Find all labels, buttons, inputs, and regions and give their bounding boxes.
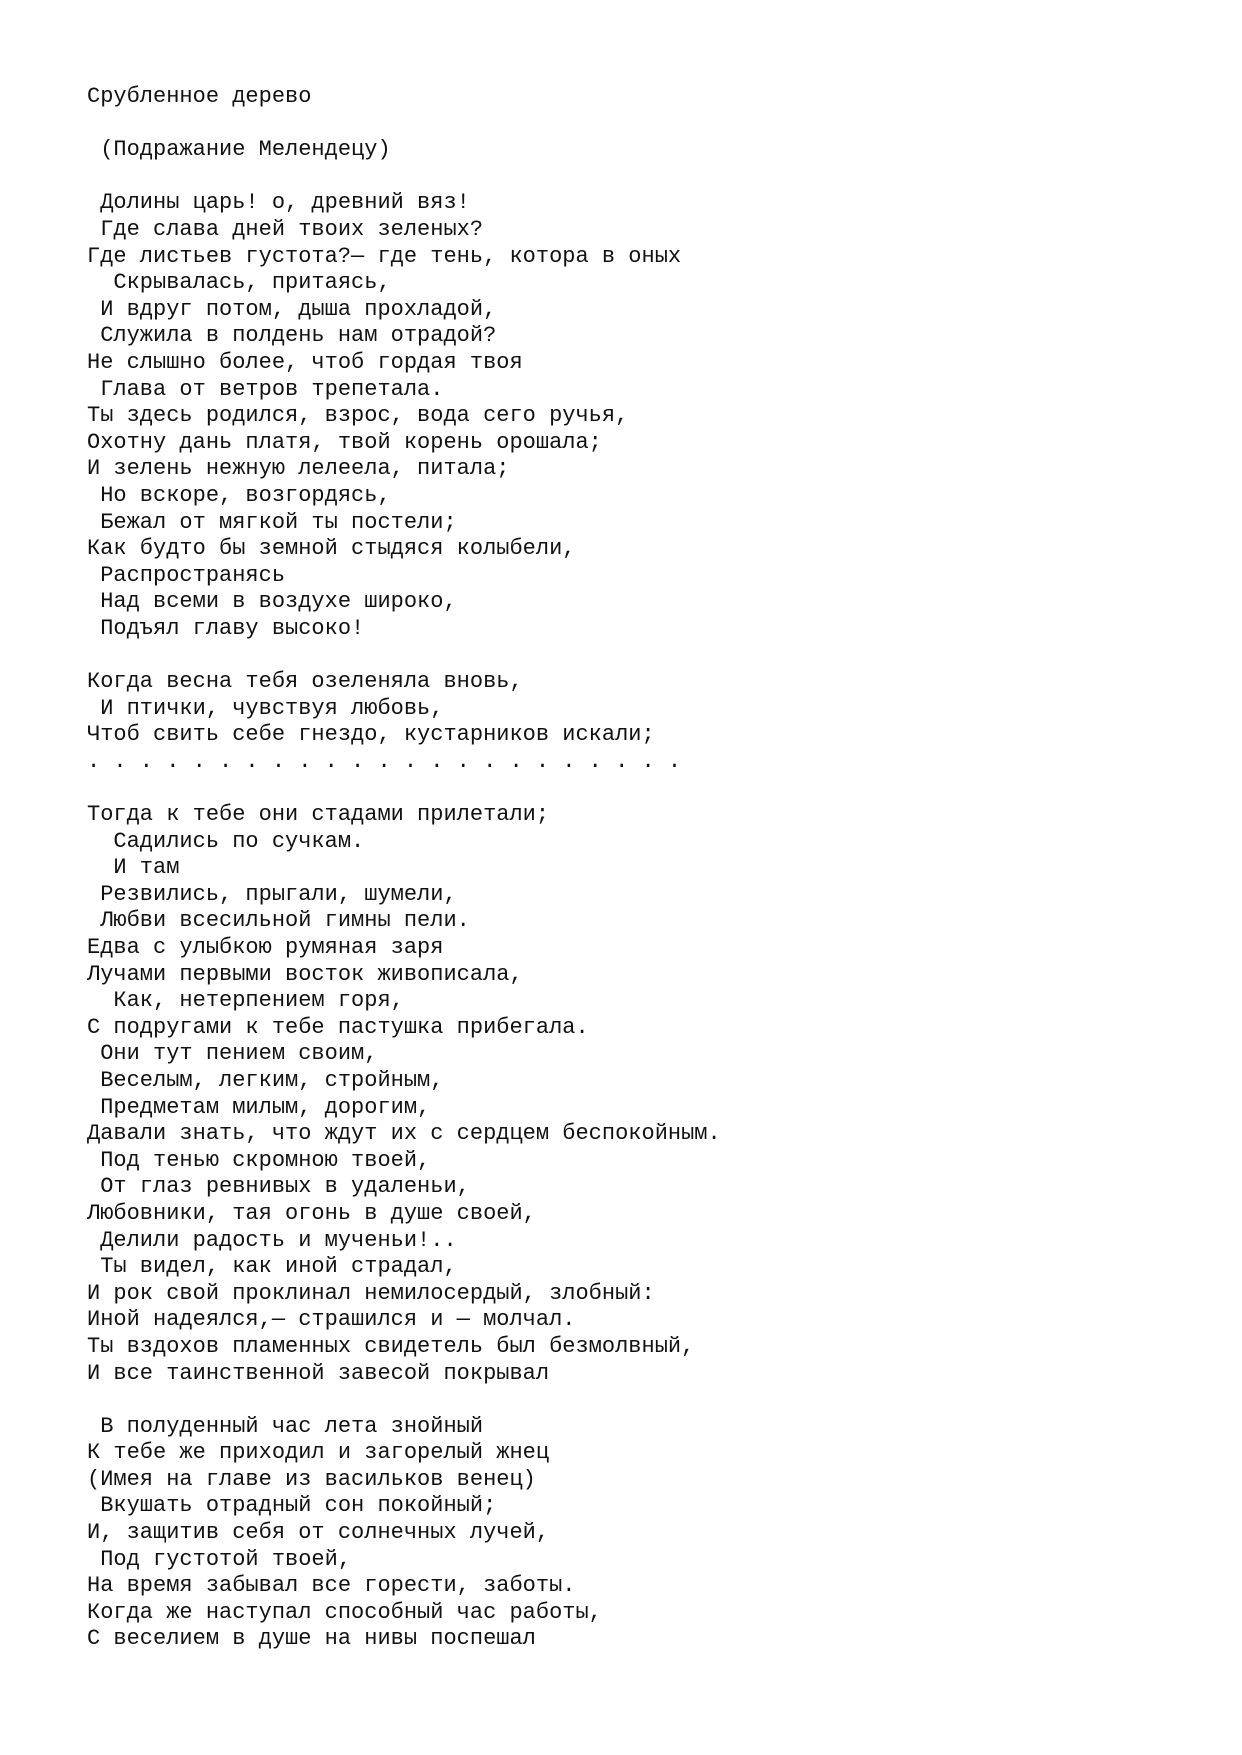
poem-line: Ты здесь родился, взрос, вода сего ручья, <box>87 403 629 429</box>
poem-line: (Имея на главе из васильков венец) <box>87 1466 536 1492</box>
poem-line: Веселым, легким, стройным, <box>87 1067 444 1093</box>
blank-line <box>87 111 1187 138</box>
poem-line: Где слава дней твоих зеленых? <box>87 216 484 242</box>
poem-line: Где листьев густота?— где тень, котора в оных <box>87 243 682 269</box>
poem-line: Давали знать, что ждут их с сердцем беспокойным. <box>87 1121 721 1147</box>
poem-line: Садились по сучкам. <box>87 828 365 854</box>
poem-line: Когда же наступал способный час работы, <box>87 1599 602 1625</box>
poem-line: Ты вздохов пламенных свидетель был безмолвный, <box>87 1333 695 1359</box>
poem-line: Лучами первыми восток живописала, <box>87 961 523 987</box>
poem-line: На время забывал все горести, заботы. <box>87 1573 576 1599</box>
blank-line <box>87 642 1187 669</box>
poem-line: Ты видел, как иной страдал, <box>87 1254 457 1280</box>
poem-line: И там <box>87 855 180 881</box>
poem-line: Под густотой твоей, <box>87 1546 352 1572</box>
poem-line: И вдруг потом, дыша прохладой, <box>87 296 497 322</box>
poem-line: К тебе же приходил и загорелый жнец <box>87 1440 550 1466</box>
poem-line: Едва с улыбкою румяная заря <box>87 935 444 960</box>
poem-line: Любви всесильной гимны пели. <box>87 908 470 934</box>
poem-line: Глава от ветров трепетала. <box>87 376 444 402</box>
poem-line: Как будто бы земной стыдяся колыбели, <box>87 536 576 562</box>
poem-line: И рок свой проклинал немилосердый, злобный: <box>87 1280 655 1306</box>
stanza <box>87 802 1187 1387</box>
poem-subtitle: (Подражание Мелендецу) <box>87 137 391 163</box>
poem-line: Вкушать отрадный сон покойный; <box>87 1493 497 1519</box>
poem-line: С веселием в душе на нивы поспешал <box>87 1626 536 1652</box>
blank-line <box>87 1387 1187 1414</box>
stanza <box>87 1414 1187 1653</box>
stanza <box>87 190 1187 642</box>
poem-line: Не слышно более, чтоб гордая твоя <box>87 349 523 375</box>
poem-line: Скрывалась, притаясь, <box>87 270 391 296</box>
poem-line: Как, нетерпением горя, <box>87 988 404 1014</box>
poem-line: Когда весна тебя озеленяла вновь, <box>87 669 523 695</box>
poem-line: И зелень нежную лелеела, питала; <box>87 456 510 482</box>
poem-line: Резвились, прыгали, шумели, <box>87 881 457 907</box>
poem-line: От глаз ревнивых в удаленьи, <box>87 1174 470 1200</box>
poem-line: Бежал от мягкой ты постели; <box>87 509 457 535</box>
poem-line: Охотну дань платя, твой корень орошала; <box>87 429 602 455</box>
poem-line: Любовники, тая огонь в душе своей, <box>87 1200 536 1226</box>
poem-line: Они тут пением своим, <box>87 1041 378 1067</box>
blank-line <box>87 775 1187 802</box>
poem-line: Под тенью скромною твоей, <box>87 1147 431 1173</box>
poem-line: Предметам милым, дорогим, <box>87 1094 431 1120</box>
poem-line: Над всеми в воздухе широко, <box>87 589 457 615</box>
poem-line: . . . . . . . . . . . . . . . . . . . . . . . <box>87 748 682 774</box>
poem-title: Срубленное дерево <box>87 84 312 109</box>
blank-line <box>87 164 1187 191</box>
poem-line: Долины царь! о, древний вяз! <box>87 190 470 216</box>
document-page <box>87 84 1187 1653</box>
poem-line: Тогда к тебе они стадами прилетали; <box>87 802 550 828</box>
stanza <box>87 669 1187 775</box>
poem-line: Распространясь <box>87 562 286 588</box>
poem-line: С подругами к тебе пастушка прибегала. <box>87 1014 589 1040</box>
poem-body <box>87 190 1187 1653</box>
poem-line: И птички, чувствуя любовь, <box>87 695 444 721</box>
poem-line: Подъял главу высоко! <box>87 615 365 641</box>
poem-line: Служила в полдень нам отрадой? <box>87 323 497 349</box>
poem-line: И все таинственной завесой покрывал <box>87 1360 550 1386</box>
poem-line: Делили радость и мученьи!.. <box>87 1227 457 1253</box>
poem-line: Иной надеялся,— страшился и — молчал. <box>87 1307 576 1333</box>
poem-line: Но вскоре, возгордясь, <box>87 482 391 508</box>
poem-line: И, защитив себя от солнечных лучей, <box>87 1520 550 1546</box>
poem-line: Чтоб свить себе гнездо, кустарников искали; <box>87 722 655 748</box>
poem-line: В полуденный час лета знойный <box>87 1413 484 1439</box>
